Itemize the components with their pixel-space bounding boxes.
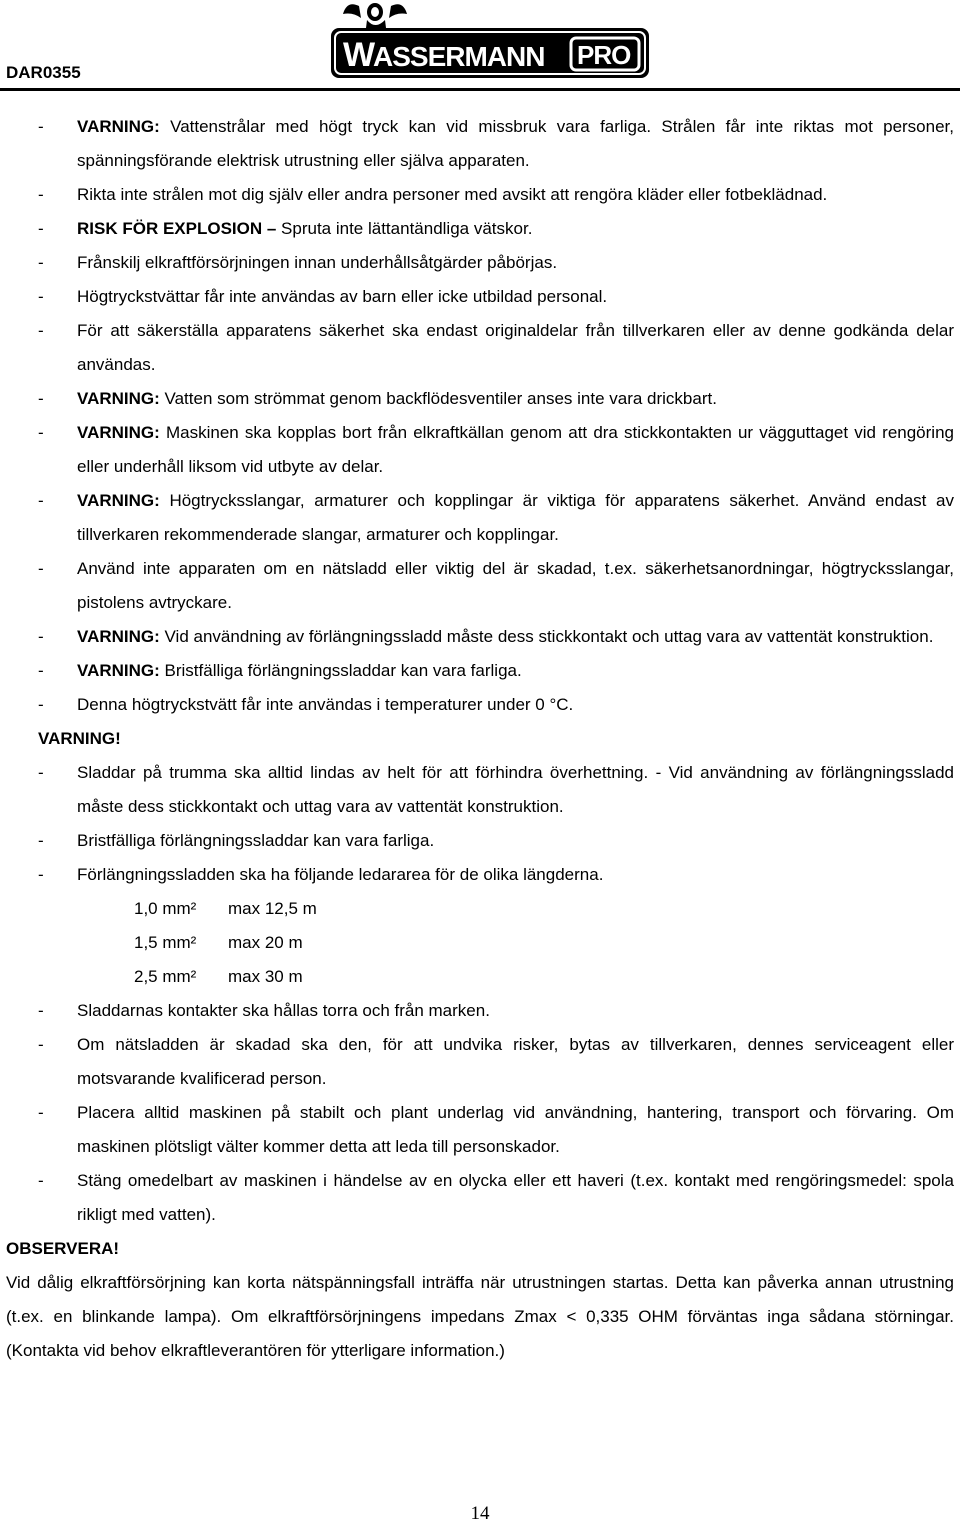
list-item bbox=[0, 416, 960, 484]
cable-size: 1,0 mm² bbox=[134, 899, 197, 918]
wassermann-pro-logo-icon bbox=[329, 0, 651, 80]
cable-size: 2,5 mm² bbox=[134, 967, 197, 986]
cable-spec-row bbox=[0, 926, 960, 960]
item-text: Sladdarnas kontakter ska hållas torra och från marken. bbox=[77, 1001, 490, 1020]
item-emphasis: VARNING: bbox=[77, 117, 160, 136]
item-emphasis: VARNING: bbox=[77, 389, 160, 408]
item-text: Om nätsladden är skadad ska den, för att undvika risker, bytas av tillverkaren, dennes serviceagent eller motsvarande kvalificerad person. bbox=[77, 1035, 954, 1088]
bullet-dash: - bbox=[38, 1171, 44, 1190]
note-heading: OBSERVERA! bbox=[6, 1239, 120, 1258]
bullet-dash: - bbox=[38, 763, 44, 782]
page-header bbox=[0, 0, 960, 92]
bullet-dash: - bbox=[38, 627, 44, 646]
item-text: Placera alltid maskinen på stabilt och plant underlag vid användning, hantering, transport och förvaring. Om maskinen plötsligt välter kommer detta att leda till personskador. bbox=[77, 1103, 954, 1156]
item-emphasis: VARNING: bbox=[77, 661, 160, 680]
page-content bbox=[0, 110, 960, 1368]
bullet-dash: - bbox=[38, 661, 44, 680]
header-divider bbox=[0, 88, 960, 91]
item-text: Vatten som strömmat genom backflödesventiler anses inte vara drickbart. bbox=[159, 389, 717, 408]
bullet-dash: - bbox=[38, 185, 44, 204]
list-item bbox=[0, 246, 960, 280]
item-text: Vid användning av förlängningssladd måste dess stickkontakt och uttag vara av vattentät konstruktion. bbox=[159, 627, 934, 646]
list-item bbox=[0, 1096, 960, 1164]
list-item bbox=[0, 858, 960, 892]
cable-safety-list bbox=[0, 756, 960, 892]
list-item bbox=[0, 756, 960, 824]
list-item bbox=[0, 382, 960, 416]
list-item bbox=[0, 688, 960, 722]
bullet-dash: - bbox=[38, 1001, 44, 1020]
cable-spec-row bbox=[0, 960, 960, 994]
list-item bbox=[0, 212, 960, 246]
item-text: Använd inte apparaten om en nätsladd eller viktig del är skadad, t.ex. säkerhetsanordningar, högtrycksslangar, pistolens avtryckare. bbox=[77, 559, 954, 612]
item-text: Bristfälliga förlängningssladdar kan vara farliga. bbox=[77, 831, 435, 850]
handling-list bbox=[0, 994, 960, 1232]
list-item bbox=[0, 994, 960, 1028]
bullet-dash: - bbox=[38, 695, 44, 714]
item-emphasis: RISK FÖR EXPLOSION – bbox=[77, 219, 277, 238]
item-text: Frånskilj elkraftförsörjningen innan underhållsåtgärder påbörjas. bbox=[77, 253, 558, 272]
svg-text:W: W bbox=[343, 36, 376, 74]
list-item bbox=[0, 280, 960, 314]
list-item bbox=[0, 1028, 960, 1096]
bullet-dash: - bbox=[38, 831, 44, 850]
bullet-dash: - bbox=[38, 321, 44, 340]
cable-max-length: max 30 m bbox=[228, 967, 303, 986]
item-text: Bristfälliga förlängningssladdar kan vara farliga. bbox=[159, 661, 522, 680]
item-text: Sladdar på trumma ska alltid lindas av helt för att förhindra överhettning. - Vid användning av förlängningssladd måste dess stickkontakt och uttag vara av vattentät konstruktion. bbox=[77, 763, 954, 816]
list-item bbox=[0, 110, 960, 178]
cable-size: 1,5 mm² bbox=[134, 933, 197, 952]
item-emphasis: VARNING: bbox=[77, 491, 160, 510]
svg-text:PRO: PRO bbox=[577, 40, 631, 70]
item-text: Högtrycksslangar, armaturer och kopplingar är viktiga för apparatens säkerhet. Använd endast av tillverkaren rekommenderade slangar, armaturer och kopplingar. bbox=[77, 491, 954, 544]
item-text: Rikta inte strålen mot dig själv eller andra personer med avsikt att rengöra kläder eller fotbeklädnad. bbox=[77, 185, 828, 204]
bullet-dash: - bbox=[38, 865, 44, 884]
list-item bbox=[0, 1164, 960, 1232]
warning-heading: VARNING! bbox=[38, 729, 121, 748]
bullet-dash: - bbox=[38, 287, 44, 306]
item-text: För att säkerställa apparatens säkerhet ska endast originaldelar från tillverkaren eller av denne godkända delar användas. bbox=[77, 321, 954, 374]
item-emphasis: VARNING: bbox=[77, 423, 160, 442]
bullet-dash: - bbox=[38, 1103, 44, 1122]
page-number: 14 bbox=[470, 1503, 490, 1524]
list-item bbox=[0, 178, 960, 212]
bullet-dash: - bbox=[38, 389, 44, 408]
document-code: DAR0355 bbox=[6, 63, 81, 82]
item-text: Maskinen ska kopplas bort från elkraftkällan genom att dra stickkontakten ur vägguttaget vid rengöring eller underhåll liksom vid utbyte av delar. bbox=[77, 423, 954, 476]
item-text: Högtryckstvättar får inte användas av barn eller icke utbildad personal. bbox=[77, 287, 608, 306]
list-item bbox=[0, 552, 960, 620]
bullet-dash: - bbox=[38, 491, 44, 510]
bullet-dash: - bbox=[38, 253, 44, 272]
item-text: Denna högtryckstvätt får inte användas i temperaturer under 0 °C. bbox=[77, 695, 574, 714]
safety-list bbox=[0, 110, 960, 722]
list-item bbox=[0, 314, 960, 382]
item-text: Stäng omedelbart av maskinen i händelse av en olycka eller ett haveri (t.ex. kontakt med rengöringsmedel: spola rikligt med vatten). bbox=[77, 1171, 954, 1224]
bullet-dash: - bbox=[38, 117, 44, 136]
list-item bbox=[0, 620, 960, 654]
brand-logo bbox=[329, 0, 651, 80]
bullet-dash: - bbox=[38, 559, 44, 578]
list-item bbox=[0, 654, 960, 688]
bullet-dash: - bbox=[38, 1035, 44, 1054]
cable-max-length: max 12,5 m bbox=[228, 899, 317, 918]
note-text: Vid dålig elkraftförsörjning kan korta nätspänningsfall inträffa när utrustningen startas. Detta kan påverka annan utrustning (t.ex. en blinkande lampa). Om elkraftförsörjningens impedans Zmax < 0,335 OHM förväntas inga sådana störningar. (Kontakta vid behov elkraftleverantören för ytterligare information.) bbox=[6, 1273, 954, 1360]
item-text: Spruta inte lättantändliga vätskor. bbox=[276, 219, 533, 238]
bullet-dash: - bbox=[38, 423, 44, 442]
list-item bbox=[0, 824, 960, 858]
cable-spec-row bbox=[0, 892, 960, 926]
cable-max-length: max 20 m bbox=[228, 933, 303, 952]
cable-spec-table bbox=[0, 892, 960, 994]
bullet-dash: - bbox=[38, 219, 44, 238]
svg-text:ASSERMANN: ASSERMANN bbox=[373, 41, 545, 72]
item-text: Förlängningssladden ska ha följande ledararea för de olika längderna. bbox=[77, 865, 604, 884]
item-text: Vattenstrålar med högt tryck kan vid missbruk vara farliga. Strålen får inte riktas mot personer, spänningsförande elektrisk utrustning eller själva apparaten. bbox=[77, 117, 954, 170]
list-item bbox=[0, 484, 960, 552]
item-emphasis: VARNING: bbox=[77, 627, 160, 646]
